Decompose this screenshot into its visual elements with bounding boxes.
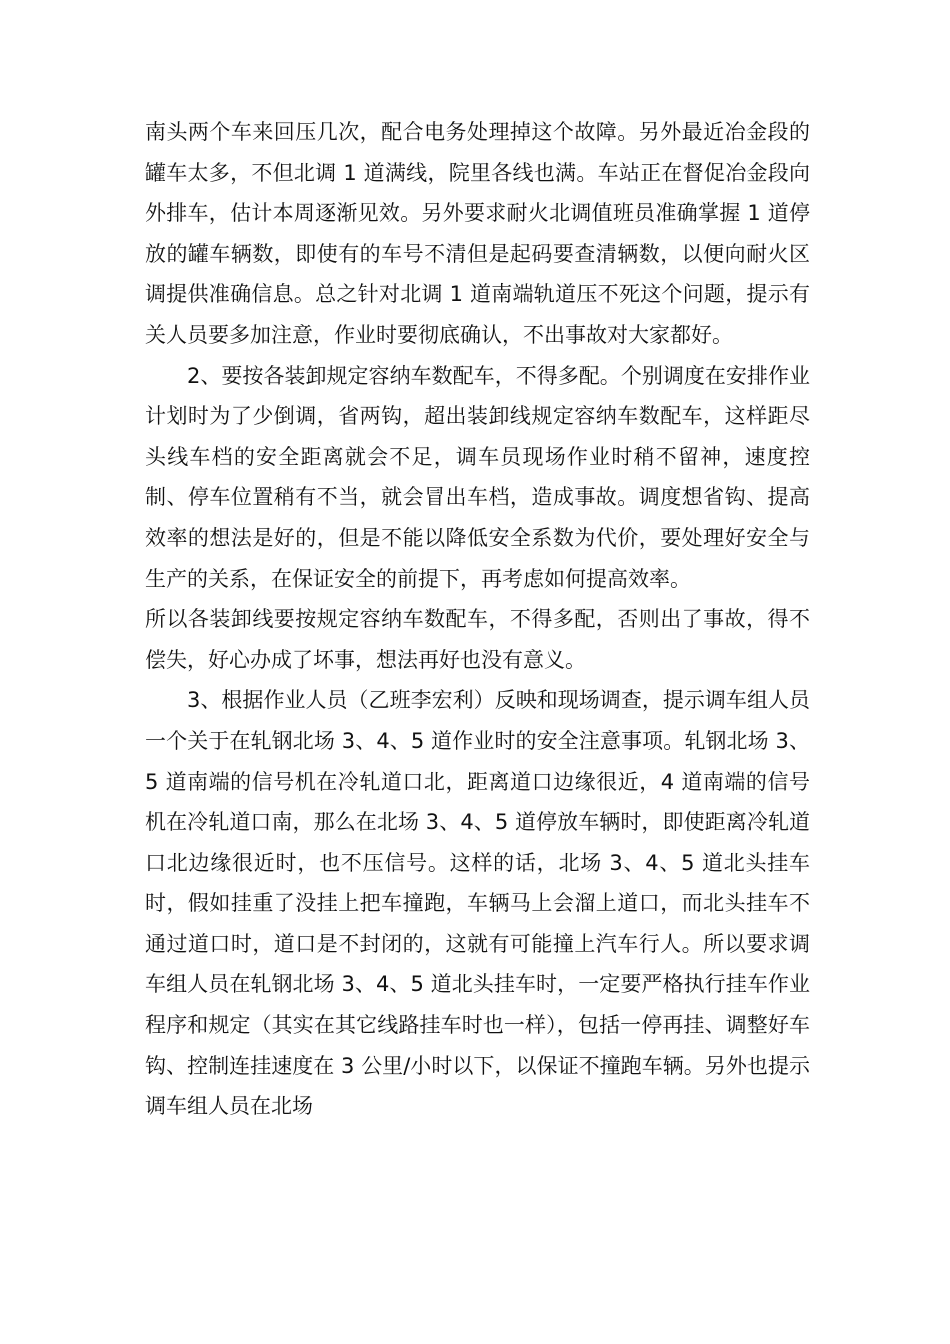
paragraph-continuation: 南头两个车来回压几次，配合电务处理掉这个故障。另外最近冶金段的罐车太多，不但北调 1 道满线，院里各线也满。车站正在督促冶金段向外排车，估计本周逐渐见效。另外要求耐火北调值班员准确掌握 1 道停放的罐车辆数，即使有的车号不清但是起码要查清辆数，以便向耐火区调提供准确信息。总之针对北调 1 道南端轨道压不死这个问题，提示有关人员要多加注意，作业时要彻底确认，不出事故对大家都好。 bbox=[145, 120, 810, 347]
paragraph-item-2: 2、要按各装卸规定容纳车数配车，不得多配。个别调度在安排作业计划时为了少倒调，省两钩，超出装卸线规定容纳车数配车，这样距尽头线车档的安全距离就会不足，调车员现场作业时稍不留神，速度控制、停车位置稍有不当，就会冒出车档，造成事故。调度想省钩、提高效率的想法是好的，但是不能以降低安全系数为代价，要处理好安全与生产的关系，在保证安全的前提下，再考虑如何提高效率。 bbox=[145, 363, 810, 591]
paragraph-item-2-conclusion: 所以各装卸线要按规定容纳车数配车，不得多配，否则出了事故，得不偿失，好心办成了坏事，想法再好也没有意义。 bbox=[145, 607, 810, 672]
paragraph-item-3: 3、根据作业人员（乙班李宏利）反映和现场调查，提示调车组人员一个关于在轧钢北场 3、4、5 道作业时的安全注意事项。轧钢北场 3、5 道南端的信号机在冷轧道口北，距离道口边缘很近，4 道南端的信号机在冷轧道口南，那么在北场 3、4、5 道停放车辆时，即使距离冷轧道口北边缘很近时，也不压信号。这样的话，北场 3、4、5 道北头挂车时，假如挂重了没挂上把车撞跑，车辆马上会溜上道口，而北头挂车不通过道口时，道口是不封闭的，这就有可能撞上汽车行人。所以要求调车组人员在轧钢北场 3、4、5 道北头挂车时，一定要严格执行挂车作业程序和规定（其实在其它线路挂车时也一样），包括一停再挂、调整好车钩、控制连挂速度在 3 公里/小时以下，以保证不撞跑车辆。另外也提示调车组人员在北场 bbox=[145, 688, 810, 1119]
document-body bbox=[145, 112, 810, 1127]
